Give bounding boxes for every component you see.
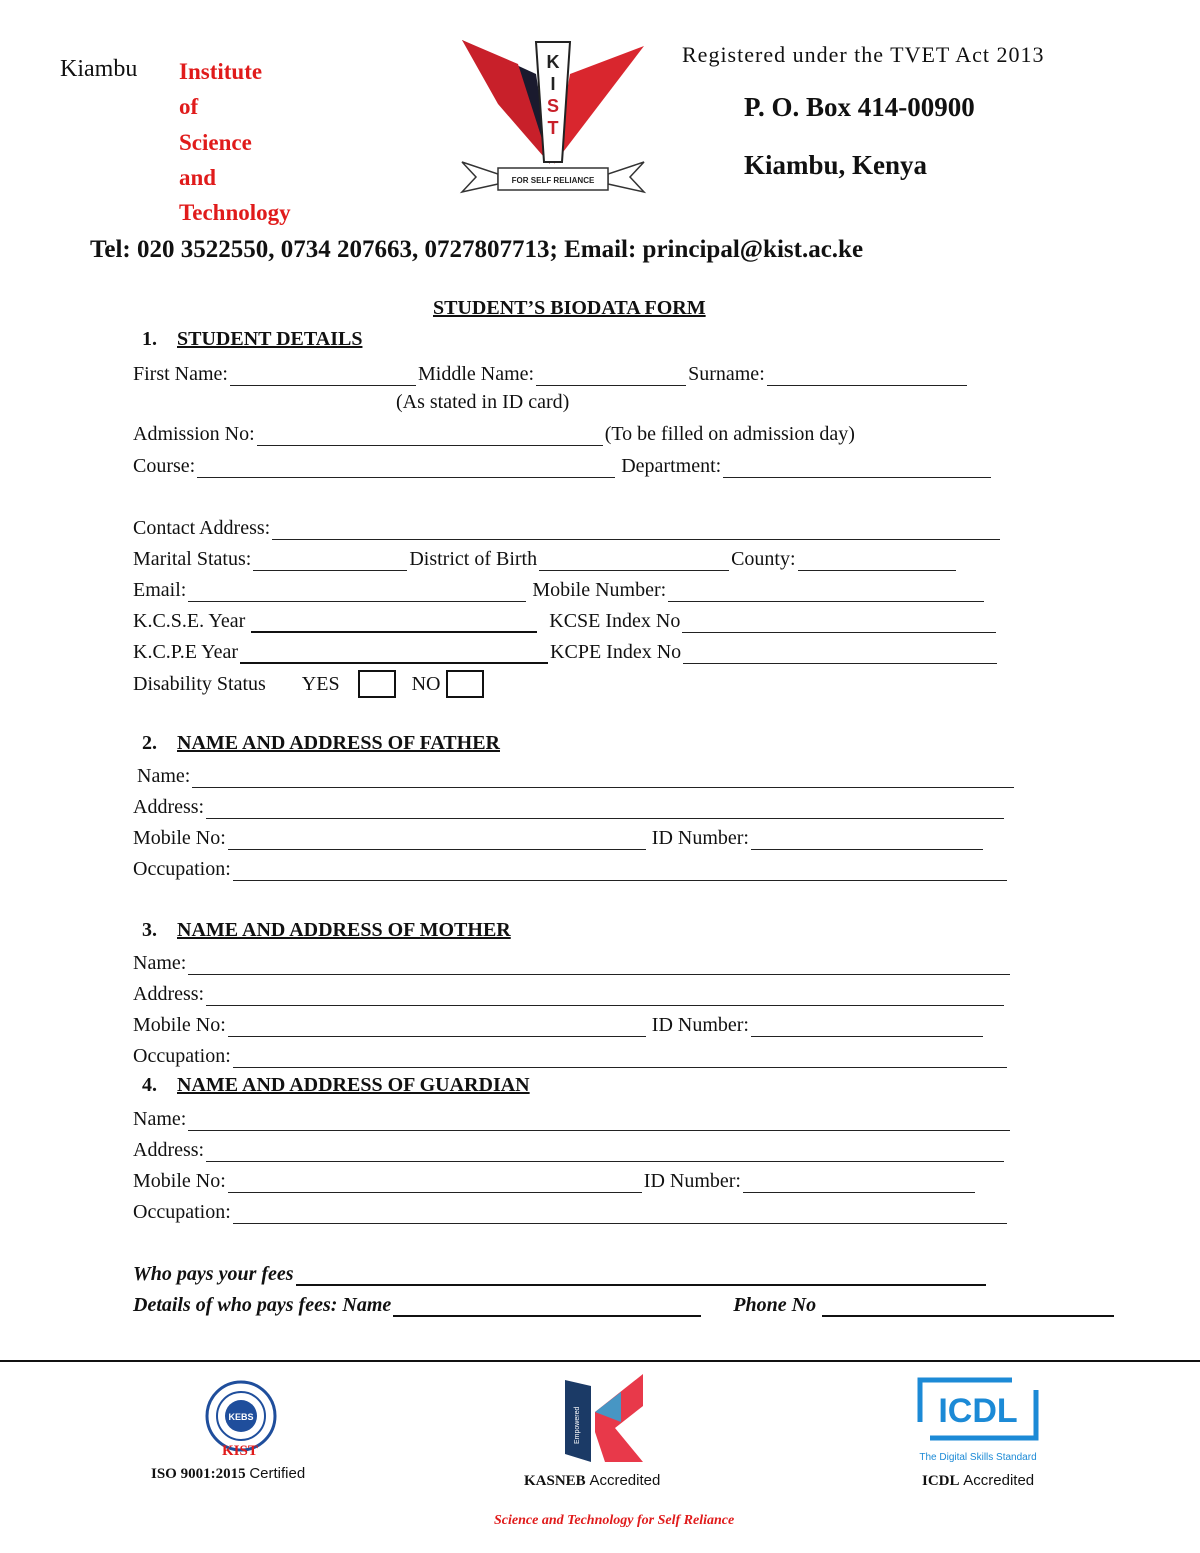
- first-name-label: First Name:: [133, 363, 228, 385]
- guardian-row-mobile: [133, 1167, 977, 1193]
- iso-certification-rest: Certified: [249, 1465, 306, 1482]
- kasneb-accreditation: [524, 1472, 660, 1490]
- institute-name-line-4: and: [179, 165, 217, 190]
- mother-row-occupation: [133, 1042, 1009, 1068]
- row-who-pays: [133, 1260, 988, 1286]
- kcse-index-label: KCSE Index No: [549, 610, 681, 632]
- father-row-occupation: [133, 855, 1009, 881]
- kasneb-logo-text: Empowered: [574, 1406, 581, 1444]
- kcpe-index-field[interactable]: [683, 645, 997, 664]
- who-pays-label: Who pays your fees: [133, 1263, 294, 1285]
- registration-note: Registered under the TVET Act 2013: [682, 42, 1045, 67]
- disability-yes-label: YES: [301, 672, 340, 695]
- section-3-title: NAME AND ADDRESS OF MOTHER: [177, 919, 511, 941]
- iso-certification: [151, 1465, 305, 1483]
- father-name-field[interactable]: [192, 769, 1014, 788]
- kasneb-accreditation-bold: KASNEB: [524, 1473, 586, 1489]
- guardian-id-field[interactable]: [743, 1174, 975, 1193]
- icdl-accreditation: [922, 1472, 1034, 1490]
- surname-label: Surname:: [688, 363, 765, 385]
- section-2-number: 2.: [142, 732, 157, 754]
- guardian-mobile-label: Mobile No:: [133, 1170, 226, 1192]
- row-marital: [133, 545, 958, 571]
- guardian-occupation-label: Occupation:: [133, 1201, 231, 1223]
- footer-motto: Science and Technology for Self Reliance: [494, 1513, 735, 1528]
- row-contact-address: [133, 514, 1002, 540]
- institute-name-line-3: Science: [179, 130, 252, 155]
- father-row-address: [133, 793, 1006, 819]
- disability-no-checkbox[interactable]: [446, 670, 484, 698]
- row-kcse: [133, 607, 998, 633]
- guardian-address-label: Address:: [133, 1139, 205, 1161]
- kcpe-index-label: KCPE Index No: [550, 641, 682, 663]
- kist-logo-letter-t: T: [547, 118, 559, 138]
- first-name-field[interactable]: [230, 367, 416, 386]
- father-mobile-field[interactable]: [228, 831, 646, 850]
- institute-name-line-5: Technology: [179, 200, 291, 225]
- kcpe-year-label: K.C.P.E Year: [133, 641, 239, 663]
- who-pays-field[interactable]: [296, 1266, 986, 1286]
- section-2-title: NAME AND ADDRESS OF FATHER: [177, 732, 500, 754]
- guardian-id-label: ID Number:: [643, 1170, 741, 1192]
- middle-name-field[interactable]: [536, 367, 686, 386]
- kebs-seal-text: KEBS: [228, 1412, 254, 1422]
- district-field[interactable]: [539, 552, 729, 571]
- kcse-index-field[interactable]: [682, 614, 996, 633]
- kcse-year-label: K.C.S.E. Year: [133, 610, 246, 632]
- mother-row-address: [133, 980, 1006, 1006]
- id-card-note: (As stated in ID card): [396, 391, 570, 413]
- mother-name-field[interactable]: [188, 956, 1010, 975]
- mother-address-field[interactable]: [206, 987, 1004, 1006]
- email-label: Email:: [133, 579, 187, 601]
- kcse-year-field[interactable]: [251, 613, 537, 633]
- mother-row-name: [133, 949, 1012, 975]
- iso-certification-bold: ISO 9001:2015: [151, 1466, 246, 1482]
- payer-phone-field[interactable]: [822, 1297, 1114, 1317]
- contact-address-label: Contact Address:: [133, 517, 271, 539]
- guardian-name-field[interactable]: [188, 1112, 1010, 1131]
- payer-phone-label: Phone No: [733, 1294, 817, 1316]
- mother-address-label: Address:: [133, 983, 205, 1005]
- guardian-address-field[interactable]: [206, 1143, 1004, 1162]
- section-1-number: 1.: [142, 328, 157, 350]
- guardian-row-name: [133, 1105, 1012, 1131]
- email-field[interactable]: [188, 583, 526, 602]
- kebs-seal-logo: [205, 1380, 277, 1452]
- middle-name-label: Middle Name:: [418, 363, 535, 385]
- institute-name-kiambu: Kiambu: [60, 56, 138, 82]
- admission-no-label: Admission No:: [133, 423, 255, 445]
- mother-mobile-field[interactable]: [228, 1018, 646, 1037]
- kasneb-logo: [565, 1372, 647, 1464]
- mobile-number-field[interactable]: [668, 583, 984, 602]
- mother-id-label: ID Number:: [651, 1014, 749, 1036]
- kist-logo: [458, 34, 648, 194]
- county-label: County:: [731, 548, 796, 570]
- kist-logo-letter-i: I: [550, 74, 556, 94]
- row-course: [133, 452, 993, 478]
- row-names: [133, 360, 969, 386]
- po-box: P. O. Box 414-00900: [744, 92, 975, 122]
- admission-no-field[interactable]: [257, 427, 603, 446]
- row-disability: [133, 669, 490, 699]
- father-address-field[interactable]: [206, 800, 1004, 819]
- kist-logo-banner: FOR SELF RELIANCE: [511, 176, 595, 185]
- father-address-label: Address:: [133, 796, 205, 818]
- mother-row-mobile: [133, 1011, 985, 1037]
- guardian-row-occupation: [133, 1198, 1009, 1224]
- father-id-field[interactable]: [751, 831, 983, 850]
- disability-label: Disability Status: [133, 672, 266, 695]
- row-email: [133, 576, 986, 602]
- father-id-label: ID Number:: [651, 827, 749, 849]
- father-row-mobile: [133, 824, 985, 850]
- kcpe-year-field[interactable]: [240, 644, 548, 664]
- disability-yes-checkbox[interactable]: [358, 670, 396, 698]
- district-label: District of Birth: [409, 548, 538, 570]
- payer-name-label: Details of who pays fees: Name: [133, 1294, 392, 1316]
- father-name-label: Name:: [137, 765, 191, 787]
- row-admission: [133, 420, 855, 446]
- footer-divider: [0, 1360, 1200, 1362]
- mother-id-field[interactable]: [751, 1018, 983, 1037]
- section-1-title: STUDENT DETAILS: [177, 328, 363, 350]
- father-occupation-label: Occupation:: [133, 858, 231, 880]
- icdl-accreditation-rest: Accredited: [963, 1472, 1035, 1489]
- row-kcpe: [133, 638, 999, 664]
- contact-address-field[interactable]: [272, 521, 1000, 540]
- kist-logo-letter-k: K: [546, 52, 560, 72]
- marital-status-field[interactable]: [253, 552, 407, 571]
- section-3-number: 3.: [142, 919, 157, 941]
- icdl-logo: [916, 1376, 1040, 1466]
- guardian-occupation-field[interactable]: [233, 1205, 1007, 1224]
- department-field[interactable]: [723, 459, 991, 478]
- surname-field[interactable]: [767, 367, 967, 386]
- icdl-logo-wordmark: ICDL: [938, 1392, 1018, 1430]
- guardian-mobile-field[interactable]: [228, 1174, 642, 1193]
- mother-mobile-label: Mobile No:: [133, 1014, 226, 1036]
- institute-name-line-1: Institute: [179, 59, 263, 84]
- guardian-name-label: Name:: [133, 1108, 187, 1130]
- location: Kiambu, Kenya: [744, 150, 928, 180]
- mobile-number-label: Mobile Number:: [532, 579, 667, 601]
- kasneb-accreditation-rest: Accredited: [589, 1472, 661, 1489]
- kist-logo-letter-s: S: [546, 96, 560, 116]
- department-label: Department:: [621, 455, 722, 477]
- kebs-kist-label: KIST: [222, 1443, 258, 1459]
- course-label: Course:: [133, 455, 196, 477]
- contact-line: Tel: 020 3522550, 0734 207663, 0727807713; Email: principal@kist.ac.ke: [90, 236, 864, 263]
- icdl-accreditation-bold: ICDL: [922, 1473, 960, 1489]
- father-row-name: [137, 762, 1016, 788]
- section-4-number: 4.: [142, 1074, 157, 1096]
- marital-status-label: Marital Status:: [133, 548, 252, 570]
- mother-name-label: Name:: [133, 952, 187, 974]
- father-occupation-field[interactable]: [233, 862, 1007, 881]
- row-fee-payer-details: [133, 1291, 1116, 1317]
- county-field[interactable]: [798, 552, 956, 571]
- father-mobile-label: Mobile No:: [133, 827, 226, 849]
- disability-no-label: NO: [411, 672, 441, 695]
- admission-note: (To be filled on admission day): [604, 423, 855, 445]
- guardian-row-address: [133, 1136, 1006, 1162]
- mother-occupation-field[interactable]: [233, 1049, 1007, 1068]
- mother-occupation-label: Occupation:: [133, 1045, 231, 1067]
- course-field[interactable]: [197, 459, 615, 478]
- section-4-title: NAME AND ADDRESS OF GUARDIAN: [177, 1074, 530, 1096]
- payer-name-field[interactable]: [393, 1297, 701, 1317]
- institute-name-line-2: of: [179, 94, 199, 119]
- form-title: STUDENT’S BIODATA FORM: [433, 297, 706, 319]
- icdl-logo-tagline: The Digital Skills Standard: [919, 1452, 1037, 1463]
